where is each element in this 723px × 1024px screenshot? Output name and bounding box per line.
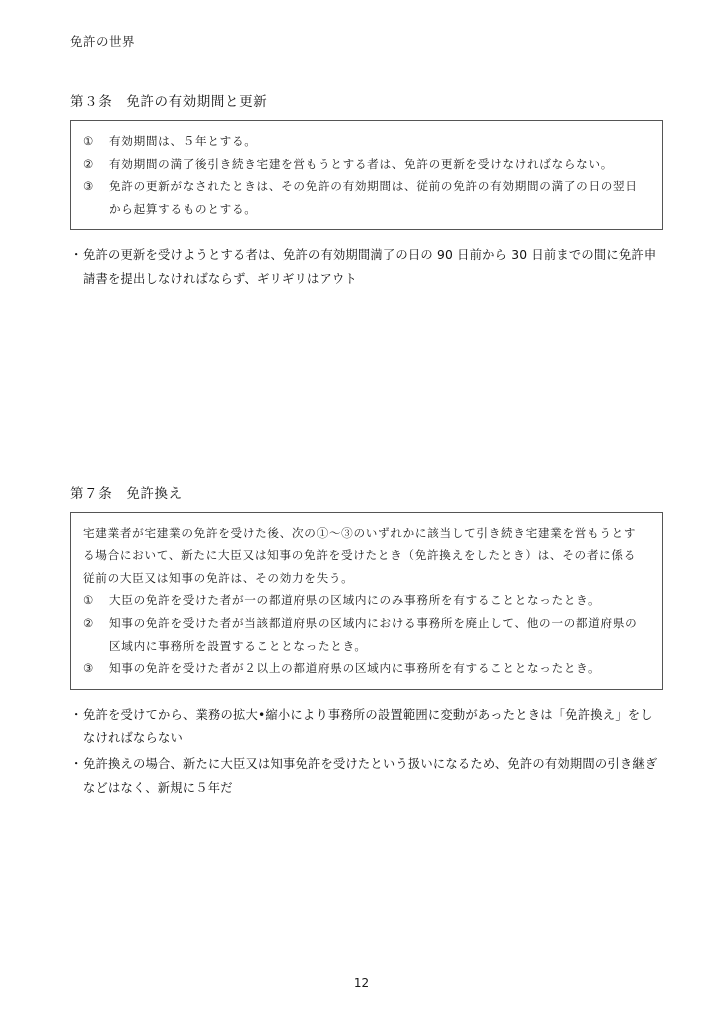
law-paragraph bbox=[83, 657, 648, 680]
paragraph-text: 知事の免許を受けた者が当該都道府県の区域内における事務所を廃止して、他の一の都道府県の区域内に事務所を設置することとなったとき。 bbox=[109, 615, 638, 653]
notes-list-article-7 bbox=[70, 704, 663, 800]
paragraph-text: 免許の更新がなされたときは、その免許の有効期間は、従前の免許の有効期間の満了の日の翌日から起算するものとする。 bbox=[109, 179, 638, 216]
section-spacer bbox=[70, 294, 663, 442]
note-item bbox=[70, 244, 663, 291]
bullet-dot-icon: ・ bbox=[70, 707, 83, 722]
section-heading-article-3 bbox=[70, 90, 663, 110]
law-paragraph bbox=[83, 175, 648, 220]
notes-list-article-3 bbox=[70, 244, 663, 291]
law-paragraph bbox=[83, 589, 648, 612]
page-number: 12 bbox=[353, 976, 370, 990]
paragraph-marker: ③ bbox=[83, 661, 95, 676]
article-title: 免許換え bbox=[126, 485, 183, 502]
paragraph-marker: ② bbox=[83, 156, 95, 171]
bullet-dot-icon: ・ bbox=[70, 248, 83, 263]
law-paragraph bbox=[83, 153, 648, 176]
paragraph-text: 知事の免許を受けた者が２以上の都道府県の区域内に事務所を有することとなったとき。 bbox=[109, 661, 601, 676]
paragraph-text: 有効期間の満了後引き続き宅建を営もうとする者は、免許の更新を受けなければならない。 bbox=[109, 156, 614, 171]
note-text: 免許の更新を受けようとする者は、免許の有効期間満了の日の 90 日前から 30 日前までの間に免許申請書を提出しなければならず、ギリギリはアウト bbox=[83, 248, 657, 286]
paragraph-marker: ① bbox=[83, 134, 95, 148]
paragraph-marker: ② bbox=[83, 615, 95, 630]
law-text-box-article-3 bbox=[70, 120, 663, 230]
article-title: 免許の有効期間と更新 bbox=[126, 94, 268, 110]
page-header-title: 免許の世界 bbox=[70, 34, 136, 49]
law-paragraph bbox=[83, 130, 648, 153]
paragraph-marker: ③ bbox=[83, 179, 95, 194]
section-heading-article-7 bbox=[70, 482, 663, 502]
bullet-dot-icon: ・ bbox=[70, 756, 83, 771]
article-number: 第３条 bbox=[70, 94, 113, 110]
note-item bbox=[70, 753, 663, 800]
law-text-box-article-7 bbox=[70, 512, 663, 690]
paragraph-text: 大臣の免許を受けた者が一の都道府県の区域内にのみ事務所を有することとなったとき。 bbox=[109, 593, 601, 608]
note-text: 免許を受けてから、業務の拡大•縮小により事務所の設置範囲に変動があったときは「免許換え」をしなければならない bbox=[83, 707, 653, 746]
law-paragraph bbox=[83, 612, 648, 657]
paragraph-marker: ① bbox=[83, 593, 95, 608]
note-text: 免許換えの場合、新たに大臣又は知事免許を受けたという扱いになるため、免許の有効期間の引き継ぎなどはなく、新規に５年だ bbox=[83, 756, 658, 795]
article-number: 第７条 bbox=[70, 485, 113, 502]
paragraph-text: 有効期間は、５年とする。 bbox=[109, 134, 257, 148]
law-lead-text: 宅建業者が宅建業の免許を受けた後、次の①〜③のいずれかに該当して引き続き宅建業を営もうとする場合において、新たに大臣又は知事の免許を受けたとき（免許換えをしたとき）は、その者に係る従前の大臣又は知事の免許は、その効力を失う。 bbox=[83, 525, 637, 585]
note-item bbox=[70, 704, 663, 751]
